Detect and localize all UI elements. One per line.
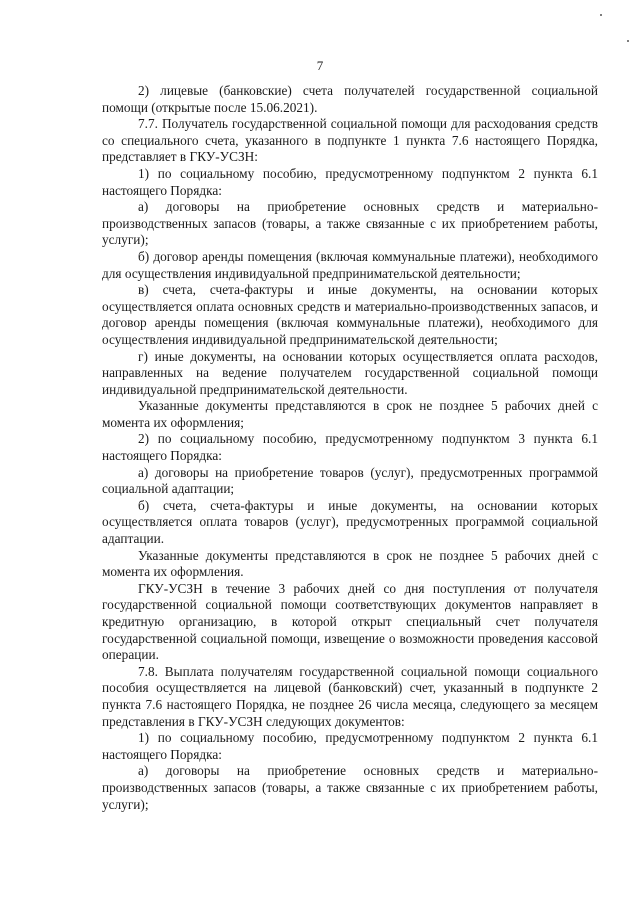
paragraph: в) счета, счета-фактуры и иные документы, на основании которых осуществляется оплата основных средств и материально-производственных запасов, и договор аренды помещения (включая коммунальные платежи), необходимого для осуществления индивидуальной предпринимательской деятельности; [102, 282, 598, 347]
paragraph: 2) лицевые (банковские) счета получателей государственной социальной помощи (открытые после 15.06.2021). [102, 83, 598, 115]
document-body [102, 83, 598, 813]
paragraph: Указанные документы представляются в срок не позднее 5 рабочих дней с момента их оформления. [102, 547, 598, 580]
paragraph: б) счета, счета-фактуры и иные документы, на основании которых осуществляется оплата товаров (услуг), предусмотренных программой социальной адаптации. [102, 497, 598, 547]
paragraph: 7.7. Получатель государственной социальной помощи для расходования средств со специального счета, указанного в подпункте 1 пункта 7.6 настоящего Порядка, представляет в ГКУ-УСЗН: [102, 116, 598, 165]
scan-speck [600, 14, 602, 16]
paragraph: а) договоры на приобретение основных средств и материально-производственных запасов (товары, а также связанные с их приобретением работы, услуги); [102, 199, 598, 248]
paragraph: 2) по социальному пособию, предусмотренному подпунктом 3 пункта 6.1 настоящего Порядка: [102, 431, 598, 464]
paragraph: 1) по социальному пособию, предусмотренному подпунктом 2 пункта 6.1 настоящего Порядка: [102, 730, 598, 762]
paragraph: г) иные документы, на основании которых осуществляется оплата расходов, направленных на ведение получателем государственной социальной помощи индивидуальной предпринимательской деятельности. [102, 348, 598, 397]
scan-speck [627, 40, 629, 42]
page-number: 7 [316, 58, 324, 73]
paragraph: б) договор аренды помещения (включая коммунальные платежи), необходимого для осуществления индивидуальной предпринимательской деятельности; [102, 248, 598, 281]
paragraph: ГКУ-УСЗН в течение 3 рабочих дней со дня поступления от получателя государственной социальной помощи соответствующих документов направляет в кредитную организацию, в которой открыт специальный счет получателя государственной социальной помощи, извещение о возможности проведения кассовой операции. [102, 580, 598, 663]
paragraph: а) договоры на приобретение основных средств и материально-производственных запасов (товары, а также связанные с их приобретением работы, услуги); [102, 763, 598, 812]
paragraph: а) договоры на приобретение товаров (услуг), предусмотренных программой социальной адаптации; [102, 464, 598, 497]
paragraph: Указанные документы представляются в срок не позднее 5 рабочих дней с момента их оформления; [102, 398, 598, 430]
paragraph: 1) по социальному пособию, предусмотренному подпунктом 2 пункта 6.1 настоящего Порядка: [102, 165, 598, 198]
paragraph: 7.8. Выплата получателям государственной социальной помощи социального пособия осуществляется на лицевой (банковский) счет, указанный в подпункте 2 пункта 7.6 настоящего Порядка, не позднее 26 числа месяца, следующего за месяцем представления в ГКУ-УСЗН следующих документов: [102, 663, 598, 729]
